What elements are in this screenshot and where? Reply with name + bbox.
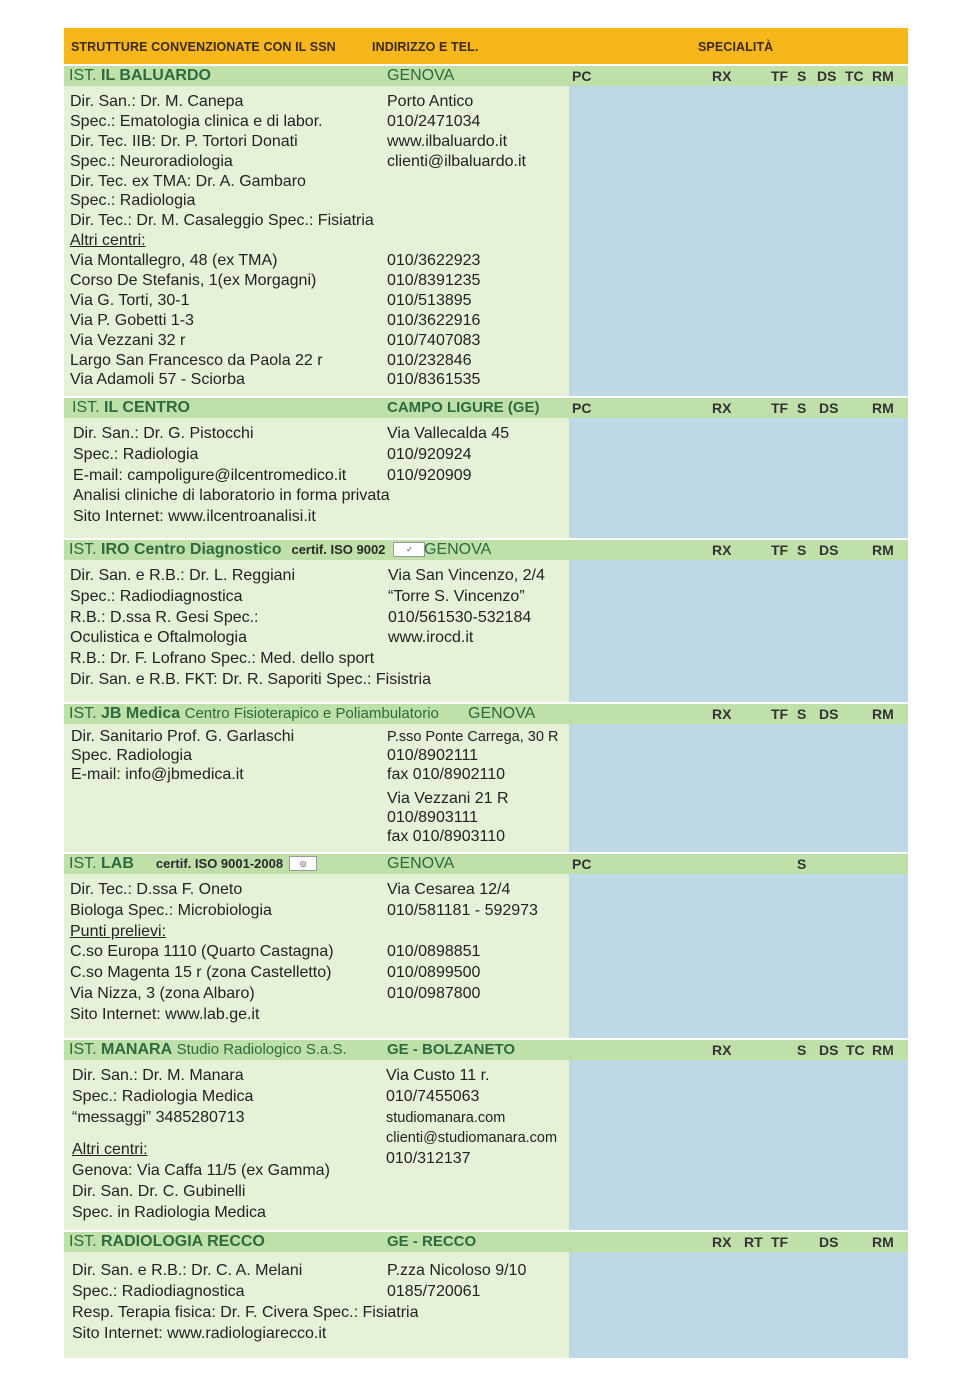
specialty-panel bbox=[569, 874, 908, 1038]
left-column: Dir. San. e R.B.: Dr. C. A. Melani Spec.: Radiodiagnostica Resp. Terapia fisica: Dr. F. Civera Spec.: Fisiatria Sito Internet: www.radiologiarecco.it bbox=[72, 1262, 419, 1342]
left-column: Dir. San. e R.B.: Dr. L. Reggiani Spec.: Radiodiagnostica R.B.: D.ssa R. Gesi Spec.: Oculistica e Oftalmologia R.B.: Dr. F. Lofrano Spec.: Med. dello sport Dir. San. e R.B. FKT: Dr. R. Saporiti Spec.: Fisistria bbox=[70, 567, 431, 688]
institute-il-centro bbox=[64, 396, 908, 538]
institute-city: GE - RECCO bbox=[387, 1233, 477, 1250]
spec-tc: TC bbox=[846, 1042, 865, 1058]
right-column: P.zza Nicoloso 9/10 0185/720061 bbox=[387, 1262, 527, 1300]
institute-body bbox=[64, 418, 908, 538]
spec-ds: DS bbox=[819, 1042, 839, 1058]
institute-name: IST. IL BALUARDO bbox=[69, 67, 211, 84]
right-column: Via San Vincenzo, 2/4 “Torre S. Vincenzo” 010/561530-532184 www.irocd.it bbox=[388, 567, 545, 647]
institute-il-baluardo bbox=[64, 64, 908, 396]
certification-logo-icon: ◎ bbox=[289, 856, 317, 871]
institute-body bbox=[64, 1060, 908, 1230]
spec-s: S bbox=[797, 542, 807, 558]
spec-s: S bbox=[797, 856, 807, 872]
spec-rm: RM bbox=[872, 706, 894, 722]
certification-logo-icon: ✓ bbox=[393, 542, 425, 557]
header-specialties: SPECIALITÀ bbox=[698, 40, 774, 54]
right-column: Via Cesarea 12/4 010/581181 - 592973 010/0898851 010/0899500 010/0987800 bbox=[387, 881, 538, 1002]
spec-rx: RX bbox=[712, 1234, 732, 1250]
spec-rx: RX bbox=[712, 1042, 732, 1058]
spec-rx: RX bbox=[712, 400, 732, 416]
right-column: Via Custo 11 r. 010/7455063 studiomanara.com clienti@studiomanara.com 010/312137 bbox=[386, 1067, 558, 1168]
spec-ds: DS bbox=[817, 68, 837, 84]
specialty-panel bbox=[569, 724, 908, 852]
institute-city: GENOVA bbox=[424, 541, 492, 558]
institute-name: IST. IL CENTRO bbox=[72, 399, 190, 416]
spec-rm: RM bbox=[872, 542, 894, 558]
institute-header bbox=[64, 702, 908, 724]
specialty-panel bbox=[569, 1252, 908, 1358]
specialty-panel bbox=[569, 418, 908, 538]
spec-rm: RM bbox=[872, 1042, 894, 1058]
spec-ds: DS bbox=[819, 400, 839, 416]
spec-tf: TF bbox=[771, 542, 789, 558]
institute-radiologia-recco bbox=[64, 1230, 908, 1358]
spec-rx: RX bbox=[712, 542, 732, 558]
institute-name: IST. LAB certif. ISO 9001-2008 ◎ bbox=[69, 855, 317, 873]
institute-body bbox=[64, 86, 908, 396]
spec-s: S bbox=[797, 400, 807, 416]
institute-iro bbox=[64, 538, 908, 702]
left-column: Dir. Sanitario Prof. G. Garlaschi Spec. Radiologia E-mail: info@jbmedica.it bbox=[71, 728, 295, 783]
institute-lab bbox=[64, 852, 908, 1038]
spec-ds: DS bbox=[819, 706, 839, 722]
spec-rm: RM bbox=[872, 1234, 894, 1250]
certification-label: certif. ISO 9002 bbox=[291, 542, 386, 557]
spec-s: S bbox=[797, 1042, 807, 1058]
institute-name: IST. MANARA Studio Radiologico S.a.S. bbox=[69, 1041, 347, 1058]
header-address: INDIRIZZO E TEL. bbox=[372, 40, 479, 54]
institute-city: GE - BOLZANETO bbox=[387, 1041, 516, 1058]
certification-label: certif. ISO 9001-2008 bbox=[155, 856, 284, 871]
left-column: Dir. San.: Dr. M. Manara Spec.: Radiologia Medica “messaggi” 3485280713 Altri centri: Genova: Via Caffa 11/5 (ex Gamma) Dir. San. Dr. C. Gubinelli Spec. in Radiologia Medica bbox=[72, 1067, 330, 1221]
institute-name: IST. RADIOLOGIA RECCO bbox=[69, 1233, 265, 1250]
spec-pc: PC bbox=[572, 856, 592, 872]
spec-rm: RM bbox=[872, 68, 894, 84]
institute-header bbox=[64, 852, 908, 874]
institute-header bbox=[64, 64, 908, 86]
right-column: Via Vallecalda 45 010/920924 010/920909 bbox=[387, 425, 510, 484]
spec-rt: RT bbox=[744, 1234, 763, 1250]
directory-page bbox=[64, 28, 908, 1358]
left-column: Dir. Tec.: D.ssa F. Oneto Biologa Spec.: Microbiologia Punti prelievi: C.so Europa 1110 (Quarto Castagna) C.so Magenta 15 r (zona Castelletto) Via Nizza, 3 (zona Albaro) Sito Internet: www.lab.ge.it bbox=[70, 881, 334, 1023]
institute-body bbox=[64, 560, 908, 702]
institute-body bbox=[64, 1252, 908, 1358]
right-column: Porto Antico 010/2471034 www.ilbaluardo.it clienti@ilbaluardo.it 010/3622923 010/8391235 010/513895 010/3622916 010/7407083 010/232846 010/8361535 bbox=[387, 93, 526, 389]
institute-header bbox=[64, 538, 908, 560]
spec-tf: TF bbox=[771, 400, 789, 416]
spec-s: S bbox=[797, 706, 807, 722]
spec-tf: TF bbox=[771, 1234, 789, 1250]
specialty-panel bbox=[569, 560, 908, 702]
institute-manara bbox=[64, 1038, 908, 1230]
institute-jb-medica bbox=[64, 702, 908, 852]
institute-name: IST. JB Medica Centro Fisioterapico e Poliambulatorio bbox=[69, 705, 439, 722]
institute-header bbox=[64, 1230, 908, 1252]
spec-ds: DS bbox=[819, 542, 839, 558]
institute-city: CAMPO LIGURE (GE) bbox=[387, 399, 540, 416]
spec-tc: TC bbox=[845, 68, 864, 84]
table-header bbox=[64, 28, 908, 64]
header-structures: STRUTTURE CONVENZIONATE CON IL SSN bbox=[71, 40, 336, 54]
spec-ds: DS bbox=[819, 1234, 839, 1250]
spec-s: S bbox=[797, 68, 807, 84]
left-column: Dir. San.: Dr. G. Pistocchi Spec.: Radiologia E-mail: campoligure@ilcentromedico.it Analisi cliniche di laboratorio in forma privata Sito Internet: www.ilcentroanalisi.it bbox=[73, 425, 390, 526]
institute-header bbox=[64, 396, 908, 418]
institute-city: GENOVA bbox=[387, 855, 455, 872]
spec-pc: PC bbox=[572, 400, 592, 416]
institute-body bbox=[64, 874, 908, 1038]
institute-city: GENOVA bbox=[387, 67, 455, 84]
right-column: P.sso Ponte Carrega, 30 R 010/8902111 fax 010/8902110 Via Vezzani 21 R 010/8903111 fax 010/8903110 bbox=[387, 729, 559, 845]
spec-rx: RX bbox=[712, 706, 732, 722]
institute-header bbox=[64, 1038, 908, 1060]
spec-tf: TF bbox=[771, 706, 789, 722]
specialty-panel bbox=[569, 1060, 908, 1230]
specialty-panel bbox=[569, 86, 908, 396]
spec-rx: RX bbox=[712, 68, 732, 84]
institute-name: IST. IRO Centro Diagnostico certif. ISO 9002 ✓ bbox=[69, 541, 425, 559]
spec-pc: PC bbox=[572, 68, 592, 84]
institute-body bbox=[64, 724, 908, 852]
spec-rm: RM bbox=[872, 400, 894, 416]
institute-city: GENOVA bbox=[468, 705, 536, 722]
left-column: Dir. San.: Dr. M. Canepa Spec.: Ematologia clinica e di labor. Dir. Tec. IIB: Dr. P. Tortori Donati Spec.: Neuroradiologia Dir. Tec. ex TMA: Dr. A. Gambaro Spec.: Radiologia Dir. Tec.: Dr. M. Casaleggio Spec.: Fisiatria Altri centri: Via Montallegro, 48 (ex TMA) Corso De Stefanis, 1(ex Morgagni) Via G. Torti, 30-1 Via P. Gobetti 1-3 Via Vezzani 32 r Largo San Francesco da Paola 22 r Via Adamoli 57 - Sciorba bbox=[70, 93, 374, 389]
spec-tf: TF bbox=[771, 68, 789, 84]
